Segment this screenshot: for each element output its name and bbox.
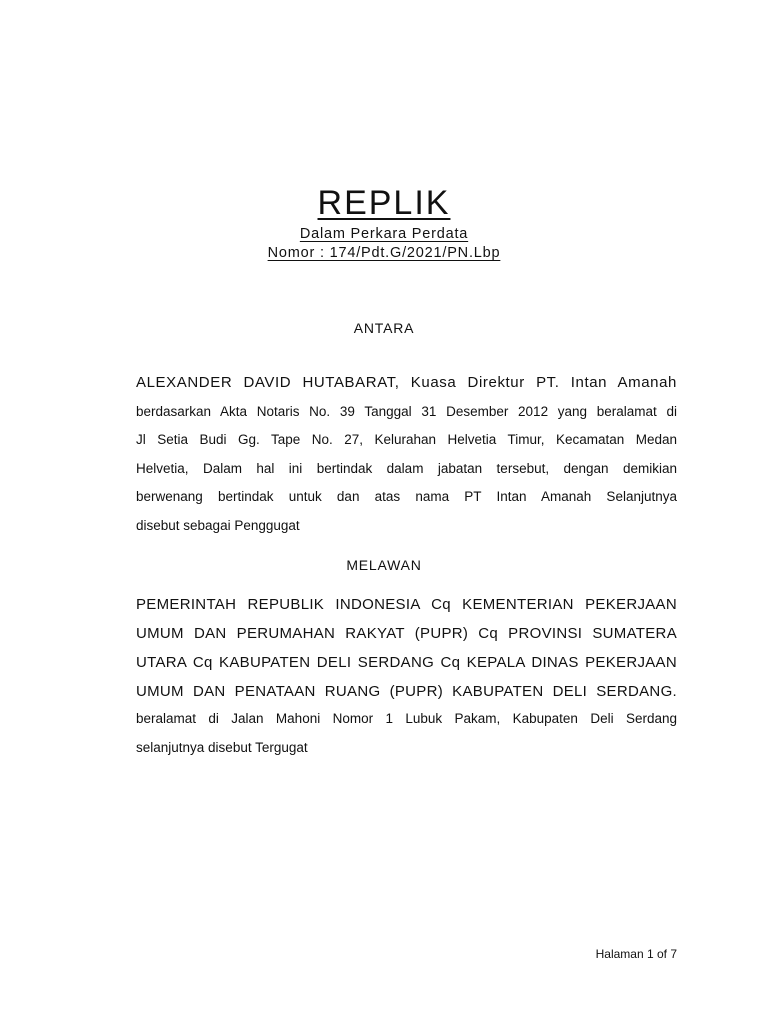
plaintiff-line: Helvetia, Dalam hal ini bertindak dalam jabatan tersebut, dengan demikian	[136, 460, 677, 476]
plaintiff-line: ALEXANDER DAVID HUTABARAT, Kuasa Direktur PT. Intan Amanah	[136, 374, 677, 391]
defendant-line: UMUM DAN PERUMAHAN RAKYAT (PUPR) Cq PROVINSI SUMATERA	[136, 625, 677, 642]
defendant-line: UTARA Cq KABUPATEN DELI SERDANG Cq KEPALA DINAS PEKERJAAN	[136, 654, 677, 671]
defendant-paragraph	[136, 590, 677, 706]
page-number-footer: Halaman 1 of 7	[595, 947, 677, 961]
plaintiff-line: disebut sebagai Penggugat	[136, 517, 300, 533]
case-type-subtitle: Dalam Perkara Perdata	[299, 226, 469, 242]
document-title: REPLIK	[317, 184, 451, 222]
defendant-address-line: beralamat di Jalan Mahoni Nomor 1 Lubuk Pakam, Kabupaten Deli Serdang	[136, 711, 677, 726]
defendant-line: PEMERINTAH REPUBLIK INDONESIA Cq KEMENTERIAN PEKERJAAN	[136, 596, 677, 613]
melawan-label: MELAWAN	[346, 557, 422, 573]
plaintiff-line: berdasarkan Akta Notaris No. 39 Tanggal 31 Desember 2012 yang beralamat di	[136, 403, 677, 419]
plaintiff-line: Jl Setia Budi Gg. Tape No. 27, Kelurahan Helvetia Timur, Kecamatan Medan	[136, 432, 677, 448]
defendant-address-line: selanjutnya disebut Tergugat	[136, 739, 308, 755]
defendant-address-paragraph	[136, 705, 677, 762]
case-number-subtitle: Nomor : 174/Pdt.G/2021/PN.Lbp	[267, 245, 501, 261]
plaintiff-line: berwenang bertindak untuk dan atas nama PT Intan Amanah Selanjutnya	[136, 489, 677, 505]
antara-label: ANTARA	[353, 320, 415, 336]
defendant-line: UMUM DAN PENATAAN RUANG (PUPR) KABUPATEN DELI SERDANG.	[136, 683, 677, 700]
plaintiff-paragraph	[136, 369, 677, 541]
